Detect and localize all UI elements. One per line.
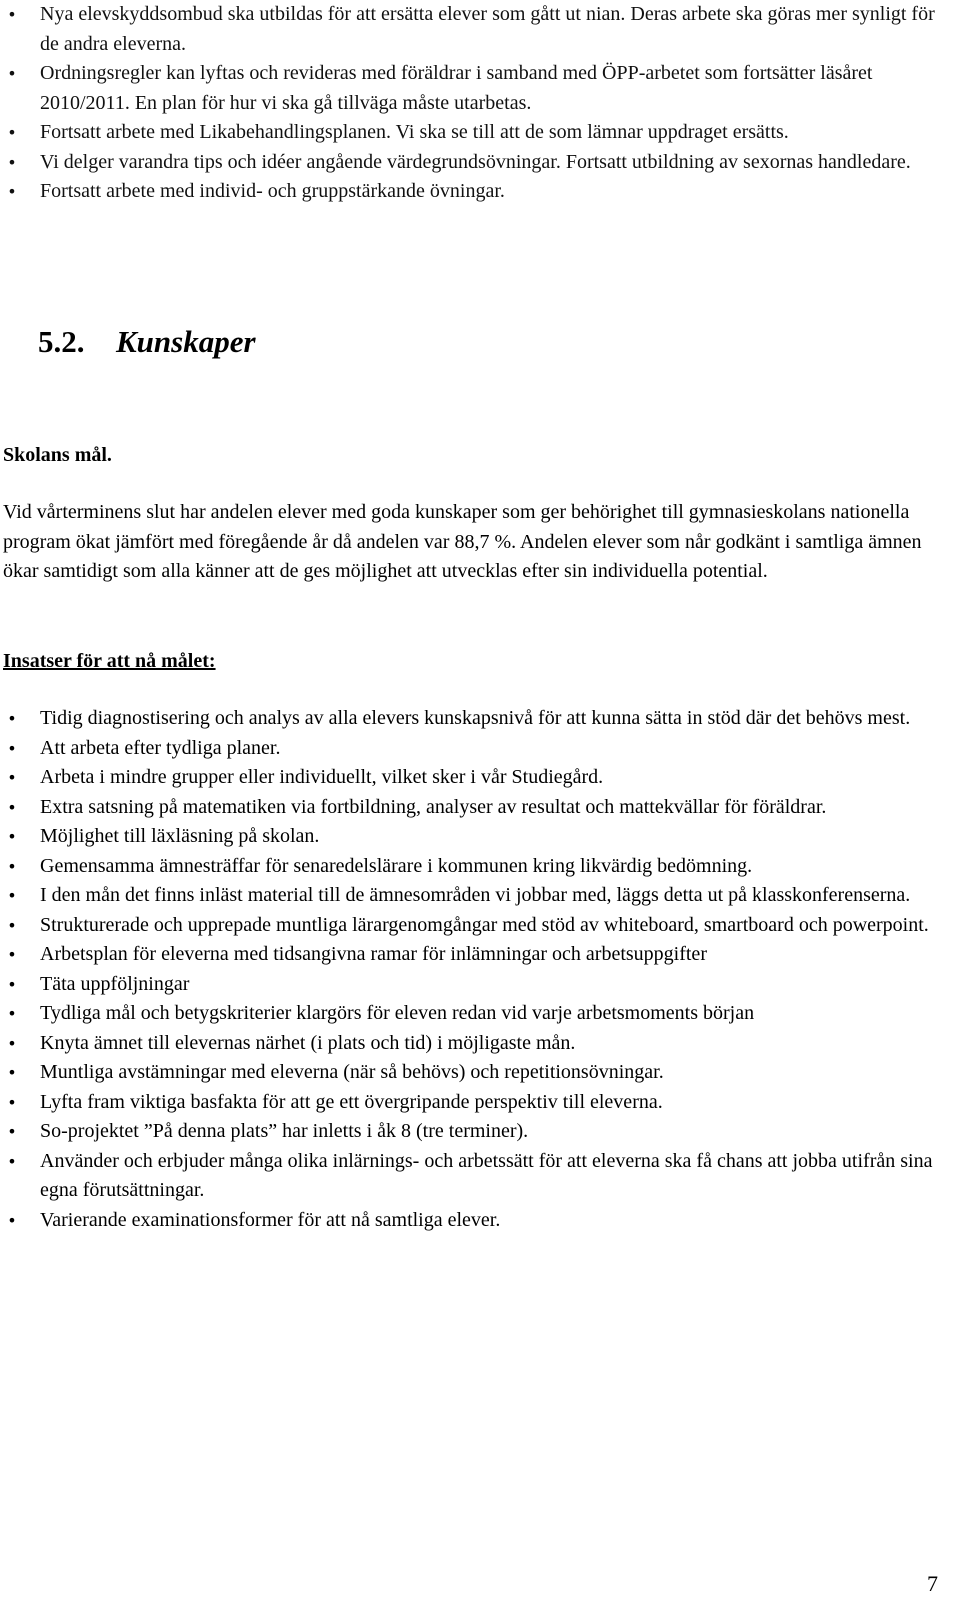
list-item [0, 1088, 940, 1118]
list-item-text: Arbetsplan för eleverna med tidsangivna ramar för inlämningar och arbetsuppgifter [40, 943, 707, 965]
list-item [0, 59, 940, 118]
list-item-text: Knyta ämnet till elevernas närhet (i plats och tid) i möjligaste mån. [40, 1031, 576, 1054]
section-title: Kunskaper [116, 324, 256, 359]
list-item [0, 1206, 940, 1236]
bullet-icon: • [7, 1004, 17, 1023]
bullet-icon: • [7, 1210, 17, 1230]
bullet-icon: • [7, 182, 17, 201]
list-item-text: So-projektet ”På denna plats” har inletts i åk 8 (tre terminer). [40, 1120, 529, 1142]
bullet-icon: • [7, 856, 17, 876]
page-number: 7 [927, 1571, 938, 1596]
list-item [0, 148, 940, 178]
list-item-text: Lyfta fram viktiga basfakta för att ge ett övergripande perspektiv till eleverna. [40, 1090, 663, 1113]
list-item [0, 1147, 940, 1206]
bullet-icon: • [7, 709, 17, 728]
list-item-text: Gemensamma ämnesträffar för senaredelslärare i kommunen kring likvärdig bedömning. [40, 854, 753, 877]
list-item [0, 763, 940, 793]
list-item [0, 852, 940, 882]
list-item-text: Muntliga avstämningar med eleverna (när så behövs) och repetitionsövningar. [40, 1061, 664, 1083]
list-item-text: Tidig diagnostisering och analys av alla elevers kunskapsnivå för att kunna sätta in stöd där det behövs mest. [40, 707, 911, 729]
section-number: 5.2. [38, 324, 85, 359]
list-item-text: I den mån det finns inläst material till de ämnesområden vi jobbar med, läggs detta ut på klasskonferenserna. [40, 884, 911, 906]
list-item [0, 1058, 940, 1088]
goal-heading: Skolans mål. [3, 444, 112, 466]
bullet-icon: • [7, 123, 17, 142]
list-item [0, 1029, 940, 1059]
list-item-text: Ordningsregler kan lyftas och revideras med föräldrar i samband med ÖPP-arbetet som fortsätter läsåret 2010/2011. En plan för hur vi ska gå tillväga måste utarbetas. [40, 62, 873, 114]
bullet-icon: • [7, 1033, 17, 1053]
list-item-text: Fortsatt arbete med individ- och gruppstärkande övningar. [40, 180, 505, 202]
goal-paragraph: Vid vårterminens slut har andelen elever med goda kunskaper som ger behörighet till gymnasieskolans nationella program ökat jämfört med föregående år då andelen var 88,7 %. Andelen elever som når godkänt i samtliga ämnen ökar samtidigt som alla känner att de ges möjlighet att utvecklas efter sin individuella potential. [3, 501, 922, 582]
list-item [0, 940, 940, 970]
bullet-icon: • [7, 768, 17, 787]
list-item-text: Strukturerade och upprepade muntliga lärargenomgångar med stöd av whiteboard, smartboard och powerpoint. [40, 913, 929, 936]
list-item-text: Möjlighet till läxläsning på skolan. [40, 825, 320, 847]
list-item-text: Fortsatt arbete med Likabehandlingsplanen. Vi ska se till att de som lämnar uppdraget ersätts. [40, 121, 789, 143]
list-item [0, 177, 940, 207]
bullet-icon: • [7, 1092, 17, 1112]
list-item [0, 1117, 940, 1147]
list-item-text: Varierande examinationsformer för att nå samtliga elever. [40, 1208, 501, 1231]
list-item-text: Nya elevskyddsombud ska utbildas för att ersätta elever som gått ut nian. Deras arbete ska göras mer synligt för de andra eleverna. [40, 3, 935, 55]
list-item [0, 704, 940, 734]
list-item [0, 970, 940, 1000]
list-item-text: Att arbeta efter tydliga planer. [40, 736, 281, 759]
list-item [0, 734, 940, 764]
bullet-icon: • [7, 1122, 17, 1141]
bullet-icon: • [7, 64, 17, 83]
bullet-icon: • [7, 5, 17, 24]
bullet-icon: • [7, 1063, 17, 1082]
bullet-icon: • [7, 152, 17, 172]
list-item [0, 822, 940, 852]
bullet-icon: • [7, 738, 17, 758]
list-item-text: Vi delger varandra tips och idéer angående värdegrundsövningar. Fortsatt utbildning av sexornas handledare. [40, 150, 911, 173]
list-item [0, 881, 940, 911]
bullet-icon: • [7, 915, 17, 935]
efforts-heading: Insatser för att nå målet: [3, 650, 216, 672]
list-item-text: Använder och erbjuder många olika inlärnings- och arbetssätt för att eleverna ska få chans att jobba utifrån sina egna förutsättningar. [40, 1149, 933, 1201]
efforts-bullet-list [0, 704, 940, 1235]
bullet-icon: • [7, 886, 17, 905]
list-item-text: Täta uppföljningar [40, 972, 190, 995]
section-heading [38, 320, 256, 364]
bullet-icon: • [7, 974, 17, 994]
bullet-icon: • [7, 1151, 17, 1171]
list-item-text: Arbeta i mindre grupper eller individuellt, vilket sker i vår Studiegård. [40, 766, 604, 788]
list-item [0, 793, 940, 823]
bullet-icon: • [7, 827, 17, 846]
list-item-text: Extra satsning på matematiken via fortbildning, analyser av resultat och mattekvällar för föräldrar. [40, 795, 827, 818]
bullet-icon: • [7, 797, 17, 817]
list-item-text: Tydliga mål och betygskriterier klargörs för eleven redan vid varje arbetsmoments början [40, 1002, 755, 1024]
list-item [0, 118, 940, 148]
list-item [0, 911, 940, 941]
list-item [0, 999, 940, 1029]
values-bullet-list [0, 0, 940, 207]
bullet-icon: • [7, 945, 17, 964]
list-item [0, 0, 940, 59]
